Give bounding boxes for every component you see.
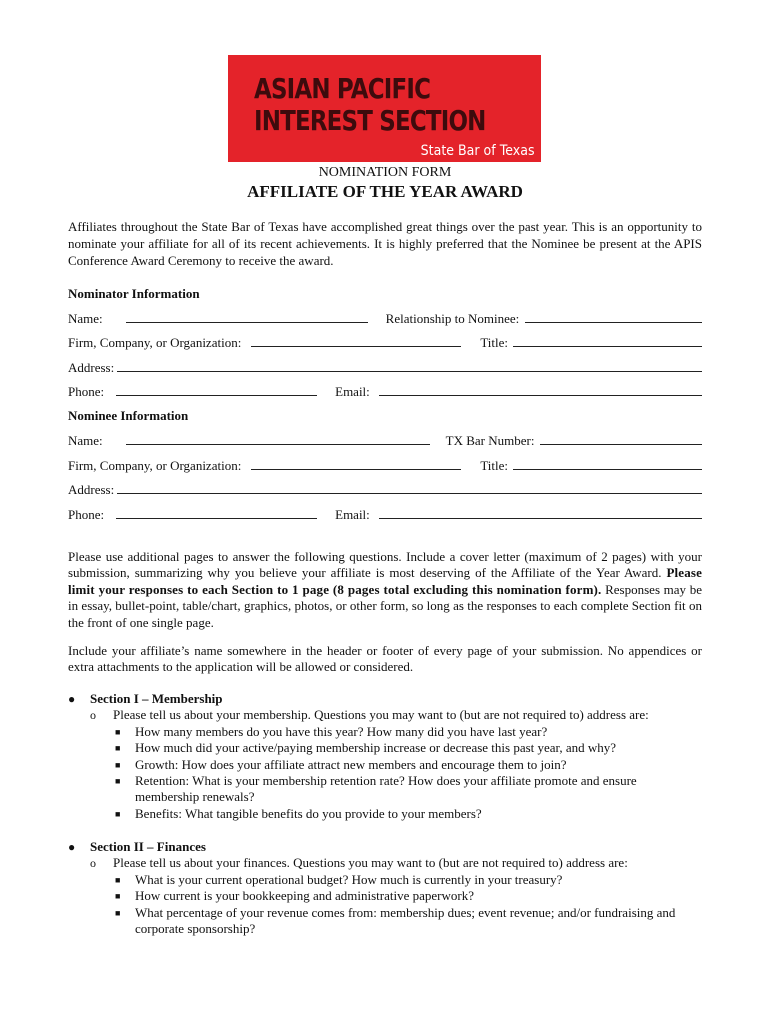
nominee-phone-label: Phone: [68, 507, 105, 522]
nominee-bar-number-field[interactable] [540, 433, 702, 445]
section-1-heading: Section I – Membership [90, 691, 223, 706]
nominator-title-label: Title: [480, 335, 509, 350]
question-text: What is your current operational budget? How much is currently in your treasury? [135, 871, 563, 887]
question-text: How current is your bookkeeping and administrative paperwork? [135, 888, 474, 904]
question-item [90, 757, 702, 773]
nominator-firm-row [68, 335, 702, 353]
circle-bullet-icon: o [90, 708, 96, 723]
logo-line-3: State Bar of Texas [421, 143, 535, 159]
apis-logo [228, 55, 541, 162]
instructions-limit-text: Please limit your responses to each Section to 1 page (8 pages total excluding this nomination form). [68, 565, 702, 597]
nominee-name-row [68, 433, 702, 451]
nominee-firm-row [68, 458, 702, 476]
nominator-email-label: Email: [335, 384, 370, 399]
award-title: AFFILIATE OF THE YEAR AWARD [247, 182, 523, 201]
question-text: How much did your active/paying membership increase or decrease this past year, and why? [135, 740, 617, 756]
nominator-firm-label: Firm, Company, or Organization: [68, 335, 242, 350]
question-item [90, 724, 702, 740]
section-2-heading: Section II – Finances [90, 839, 206, 854]
nominee-firm-field[interactable] [251, 458, 461, 470]
nominee-email-field[interactable] [379, 507, 702, 519]
intro-paragraph: Affiliates throughout the State Bar of Texas have accomplished great things over the past year. This is an opportunity to nominate your affiliate for all of its recent achievements. It is highly preferred that the Nominee be present at the APIS Conference Award Ceremony to receive the award. [68, 219, 702, 268]
nominee-bar-number-label: TX Bar Number: [445, 433, 535, 448]
nominator-firm-field[interactable] [251, 335, 461, 347]
square-bullet-icon: ■ [115, 759, 121, 770]
square-bullet-icon: ■ [115, 907, 121, 918]
question-text: How many members do you have this year? How many did you have last year? [135, 723, 548, 739]
nominee-phone-row [68, 507, 702, 525]
question-item [90, 888, 702, 904]
nominee-address-row [68, 482, 702, 500]
nominator-phone-row [68, 384, 702, 402]
instructions-format-text: Responses may be in essay, bullet-point, table/chart, graphics, photos, or other form, so long as the responses to each complete Section fit on the front of one single page. [68, 581, 702, 630]
nominee-name-label: Name: [68, 433, 103, 448]
form-title: NOMINATION FORM [318, 165, 452, 180]
circle-bullet-icon: o [90, 856, 96, 871]
instructions-paragraph [68, 549, 702, 631]
nominator-name-row [68, 311, 702, 329]
nominee-address-field[interactable] [117, 482, 702, 494]
nominee-name-field[interactable] [126, 433, 430, 445]
logo-line-2: INTEREST SECTION [254, 104, 486, 137]
bullet-icon: ● [68, 692, 76, 706]
nominee-firm-label: Firm, Company, or Organization: [68, 458, 242, 473]
footer-requirement-paragraph: Include your affiliate’s name somewhere in the header or footer of every page of your submission. No appendices or extra attachments to the application will be allowed or considered. [68, 643, 702, 675]
question-item [90, 740, 702, 756]
nominee-phone-field[interactable] [116, 507, 317, 519]
square-bullet-icon: ■ [115, 726, 121, 737]
section-1 [68, 691, 702, 822]
question-item [90, 905, 702, 938]
nominator-address-row [68, 360, 702, 378]
nominator-phone-field[interactable] [116, 384, 317, 396]
square-bullet-icon: ■ [115, 808, 121, 819]
section-1-prompt [90, 707, 702, 723]
nominee-heading: Nominee Information [68, 408, 189, 423]
section-1-prompt-text: Please tell us about your membership. Questions you may want to (but are not required to) address are: [113, 707, 649, 723]
nominator-address-field[interactable] [117, 360, 702, 372]
nominee-address-label: Address: [68, 482, 115, 497]
question-item [90, 773, 702, 806]
question-text: Retention: What is your membership retention rate? How does your affiliate promote and ensure membership renewals? [135, 773, 637, 805]
question-item [90, 872, 702, 888]
bullet-icon: ● [68, 840, 76, 854]
nominator-heading: Nominator Information [68, 286, 200, 301]
nominator-phone-label: Phone: [68, 384, 105, 399]
square-bullet-icon: ■ [115, 776, 121, 787]
section-2 [68, 839, 702, 937]
logo-line-1: ASIAN PACIFIC [254, 72, 431, 105]
instructions-text: Please use additional pages to answer the following questions. Include a cover letter (maximum of 2 pages) with your submission, summarizing why you believe your affiliate is most deserving of the Affiliate of the Year Award. [68, 549, 702, 581]
square-bullet-icon: ■ [115, 891, 121, 902]
question-text: Benefits: What tangible benefits do you provide to your members? [135, 805, 482, 821]
section-2-prompt-text: Please tell us about your finances. Questions you may want to (but are not required to) address are: [113, 855, 628, 871]
square-bullet-icon: ■ [115, 743, 121, 754]
nominator-name-field[interactable] [126, 311, 368, 323]
nominator-address-label: Address: [68, 360, 115, 375]
nominator-relationship-field[interactable] [525, 311, 702, 323]
section-2-prompt [90, 855, 702, 871]
nominator-email-field[interactable] [379, 384, 702, 396]
question-text: What percentage of your revenue comes from: membership dues; event revenue; and/or fundraising and corporate sponsorship? [135, 904, 676, 937]
nominator-relationship-label: Relationship to Nominee: [385, 311, 520, 326]
question-text: Growth: How does your affiliate attract new members and encourage them to join? [135, 756, 567, 772]
nominee-email-label: Email: [335, 507, 370, 522]
nominee-title-label: Title: [480, 458, 509, 473]
nominator-name-label: Name: [68, 311, 103, 326]
question-item [90, 806, 702, 822]
nominator-title-field[interactable] [513, 335, 702, 347]
square-bullet-icon: ■ [115, 874, 121, 885]
nominee-title-field[interactable] [513, 458, 702, 470]
